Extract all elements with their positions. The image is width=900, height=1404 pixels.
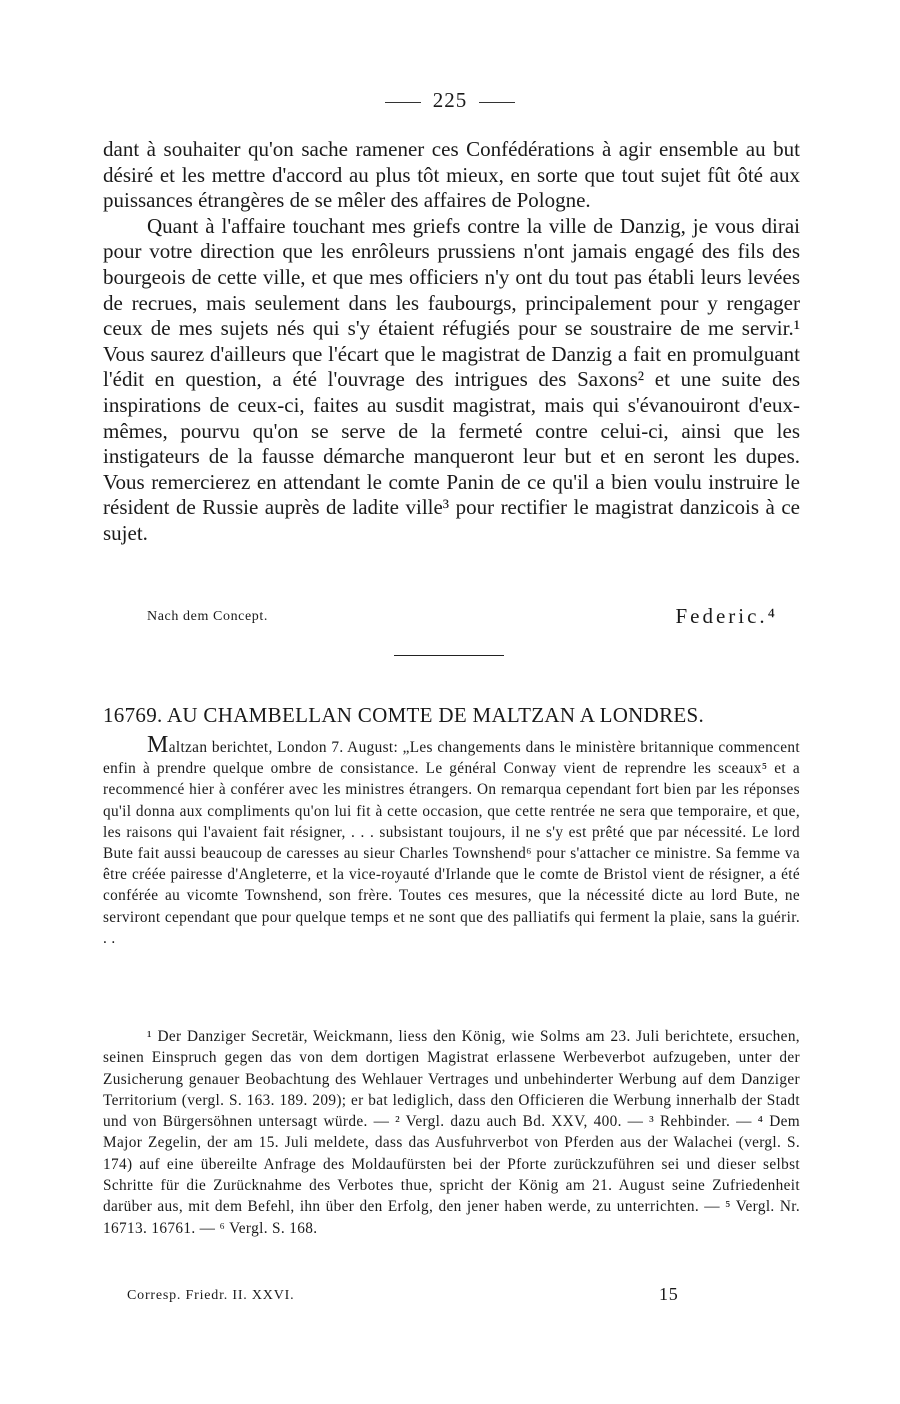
main-text (103, 137, 800, 547)
signature-mark: 15 (659, 1284, 679, 1304)
source-note: Nach dem Concept. (147, 609, 268, 624)
paragraph-1: dant à souhaiter qu'on sache ramener ces Confédérations à agir ensemble au but désiré et les mettre d'accord au plus tôt mieux, en sorte que tout sujet fût ôté aux puissances étrangères de se mêler des affaires de Pologne. (103, 137, 800, 213)
volume-reference: Corresp. Friedr. II. XXVI. (127, 1288, 295, 1303)
page-footer (103, 1284, 800, 1306)
closing-line (103, 604, 800, 634)
letter-summary (103, 732, 800, 949)
page-header (0, 88, 900, 113)
letter-text: altzan berichtet, London 7. August: „Les changements dans le ministère britannique commencent enfin à prendre quelque ombre de consistance. Le général Conway vient de reprendre les sceaux⁵ et a recommencé hier à conférer avec les ministres étrangers. On remarqua cependant fort bien par les réponses qu'il donna aux compliments qu'on lui fit à cette occasion, que cette rentrée ne sera que temporaire, et que, les raisons qui l'avaient fait résigner, . . . subsistant toujours, il ne s'y est prêté que par nécessité. Le lord Bute fait aussi beaucoup de caresses au sieur Charles Townshend⁶ pour s'attacher ce ministre. Sa femme va être créée pairesse d'Angleterre, et la vice-royauté d'Irlande que le comte de Bristol vient de résigner, a été conférée au vicomte Townshend, son frère. Toutes ces mesures, que la nécessité dicte au lord Bute, ne serviront cependant que pour quelque temps et ne sont que des palliatifs qui ferment la plaie, sans la guérir. . . (103, 739, 800, 947)
letter-paragraph (103, 732, 800, 949)
footnote-text: ¹ Der Danziger Secretär, Weickmann, liess den König, wie Solms am 23. Juli berichtete, ersuchen, seinen Einspruch gegen das von dem dortigen Magistrat erlassene Werbeverbot aufzugeben, unter der Zusicherung genauer Beobachtung des Wehlauer Vertrages und unbehinderter Werbung auf dem Danziger Territorium (vergl. S. 163. 189. 209); er bat lediglich, dass den Officieren die Werbung innerhalb der Stadt und von Bürgersöhnen untersagt würde. — ² Vergl. dazu auch Bd. XXV, 400. — ³ Rehbinder. — ⁴ Dem Major Zegelin, der am 15. Juli meldete, dass das Ausfuhrverbot von Pferden aus der Walachei (vergl. S. 174) auf eine übereilte Anfrage des Moldaufürsten bei der Pforte zurückzuführen sei und dieser selbst Schritte für die Zurücknahme des Verbotes thue, spricht der König am 21. August seine Zufriedenheit darüber aus, mit dem Befehl, ihn über den Erfolg, den jener haben werde, zu unterrichten. — ⁵ Vergl. Nr. 16713. 16761. — ⁶ Vergl. S. 168. (103, 1028, 800, 1237)
signature: Federic.⁴ (675, 604, 778, 628)
page-number: 225 (432, 88, 468, 112)
header-dash-right (479, 102, 515, 103)
section-divider (394, 655, 504, 656)
section-title: 16769. AU CHAMBELLAN COMTE DE MALTZAN A LONDRES. (103, 703, 705, 727)
paragraph-2: Quant à l'affaire touchant mes griefs contre la ville de Danzig, je vous dirai pour votre direction que les enrôleurs prussiens n'ont jamais engagé des fils des bourgeois de cette ville, et que mes officiers n'y ont du tout pas établi leurs levées de recrues, mais seulement dans les faubourgs, principalement pour y rengager ceux de mes sujets nés qui s'y étaient réfugiés pour se soustraire de me servir.¹ Vous saurez d'ailleurs que l'écart que le magistrat de Danzig a fait en promulguant l'édit en question, a été l'ouvrage des intrigues des Saxons² et une suite des inspirations de ceux-ci, faites au susdit magistrat, mais qui s'évanouiront d'eux-mêmes, pourvu qu'on se serve de la fermeté contre celui-ci, ainsi que les instigateurs de la fausse démarche manqueront leur but et en seront les dupes. Vous remercierez en attendant le comte Panin de ce qu'il a bien voulu instruire le résident de Russie auprès de ladite ville³ pour rectifier le magistrat danzicois à ce sujet. (103, 213, 800, 545)
footnotes (103, 1026, 800, 1239)
letter-initial: M (147, 732, 169, 758)
header-dash-left (385, 102, 421, 103)
